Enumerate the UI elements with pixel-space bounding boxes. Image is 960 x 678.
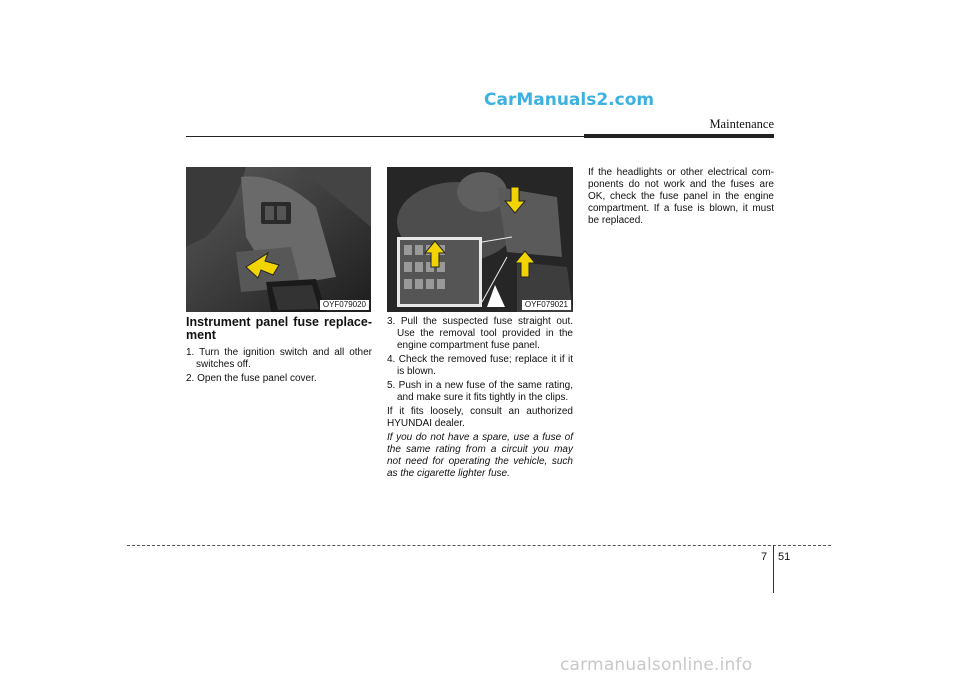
- page-number: 51: [778, 551, 791, 563]
- header-rule-thick: [584, 134, 774, 138]
- section-title: Maintenance: [709, 117, 774, 131]
- figure-fuse-panel-cover: [186, 167, 371, 312]
- column-engine-fuse-info: [588, 167, 774, 229]
- figure-code: OYF079021: [522, 300, 571, 310]
- figure-engine-fuse-box: [387, 167, 573, 312]
- engine-fuse-box-photo-icon: [387, 167, 573, 312]
- step-2: 2. Open the fuse panel cover.: [186, 373, 317, 384]
- fuse-panel-cover-photo-icon: [186, 167, 371, 312]
- dealer-paragraph: If it fits loosely, consult an authorized HYUNDAI dealer.: [387, 406, 573, 429]
- watermark-top: CarManuals2.com: [484, 90, 655, 110]
- footer-dashed-rule: [127, 545, 831, 546]
- step-5: 5. Push in a new fuse of the same rating, and make sure it fits tightly in the clips.: [387, 380, 573, 403]
- page-number-divider: [773, 545, 774, 593]
- watermark-bottom: carmanualsonline.info: [560, 655, 753, 675]
- chapter-number: 7: [761, 551, 768, 563]
- section-heading: Instrument panel fuse replace-ment: [186, 315, 372, 342]
- headlights-paragraph: If the headlights or other electrical com-ponents do not work and the fuses are OK, check the fuse panel in the engine compartment. If a fuse is blown, it must be replaced.: [588, 167, 774, 226]
- figure-code: OYF079020: [320, 300, 369, 310]
- column-instrument-panel: [186, 316, 372, 387]
- step-4: 4. Check the removed fuse; replace it if it is blown.: [387, 354, 573, 377]
- column-fuse-steps: [387, 316, 573, 482]
- step-3: 3. Pull the suspected fuse straight out. Use the removal tool provided in the engine compartment fuse panel.: [387, 316, 573, 351]
- spare-fuse-note: If you do not have a spare, use a fuse of the same rating from a circuit you may not need for operating the vehicle, such as the cigarette lighter fuse.: [387, 432, 573, 479]
- step-1: 1. Turn the ignition switch and all other switches off.: [186, 347, 372, 370]
